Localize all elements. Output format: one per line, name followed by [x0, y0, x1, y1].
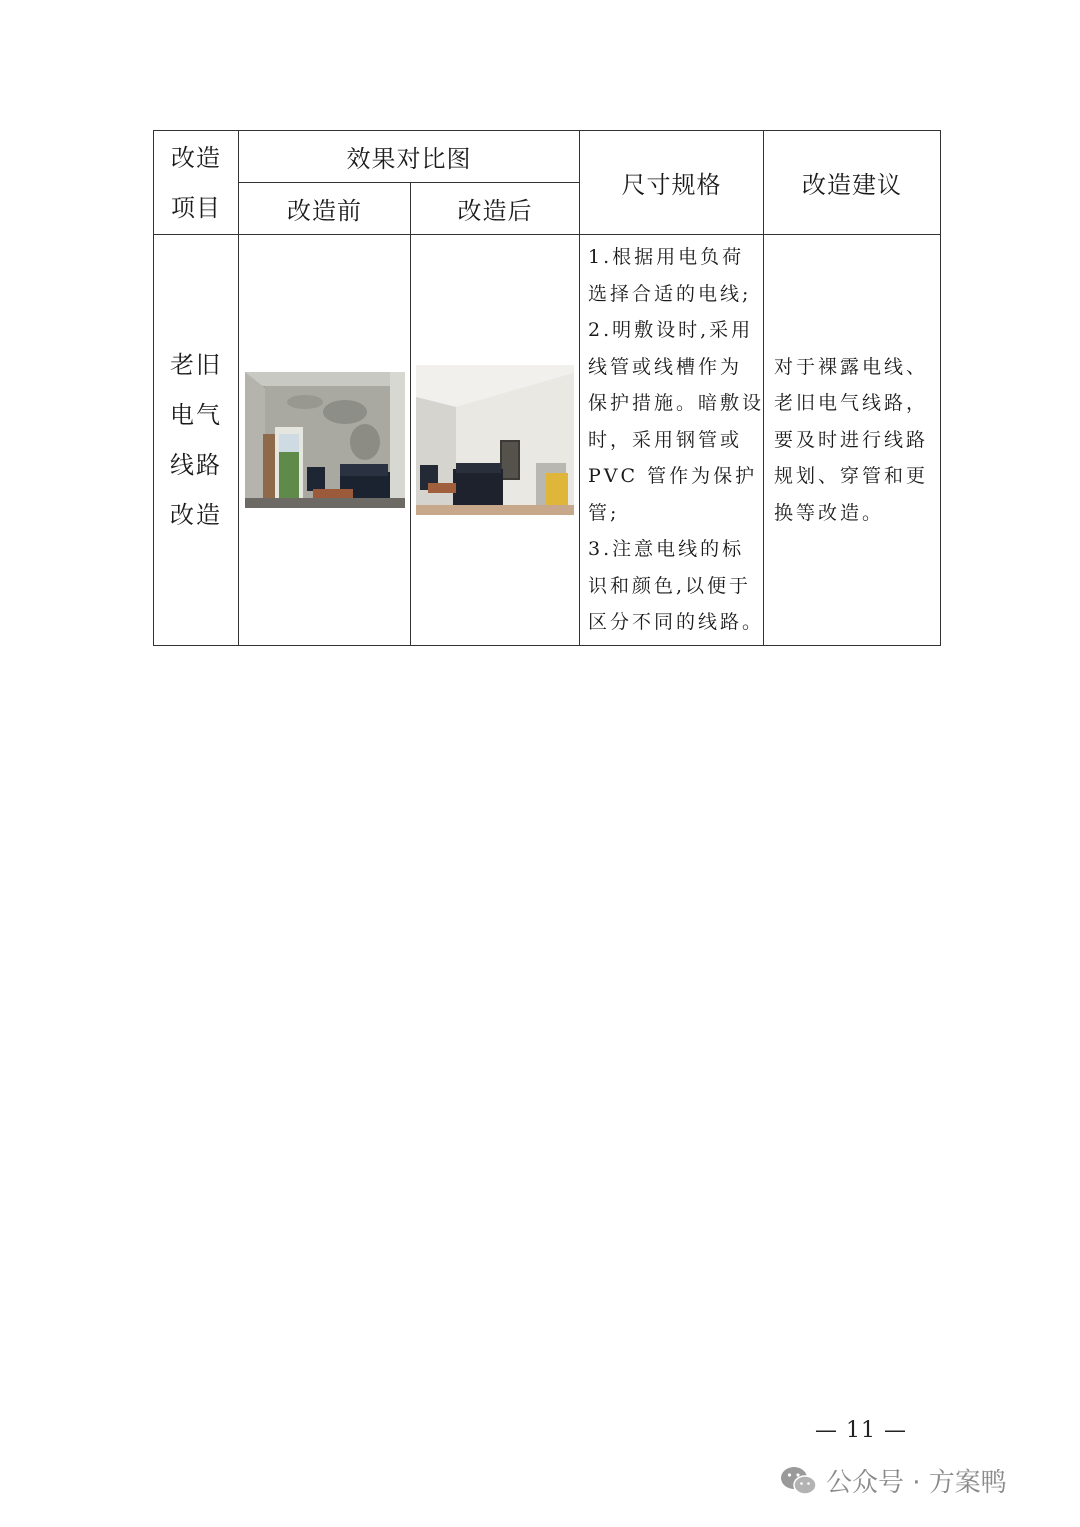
after-photo	[416, 365, 574, 515]
page-number: — 11 —	[815, 1418, 907, 1443]
item-line: 老旧	[170, 350, 222, 379]
advice-line: 要及时进行线路	[774, 428, 929, 451]
spec-line: 2.明敷设时,采用	[588, 319, 754, 341]
spec-line: 识和颜色,以便于	[588, 574, 752, 597]
spec-line: 时，采用钢管或	[588, 428, 743, 451]
header-spec: 尺寸规格	[580, 131, 764, 235]
spec-line: 选择合适的电线;	[588, 282, 752, 305]
spec-line: 区分不同的线路。	[588, 611, 765, 633]
renovation-table	[153, 130, 941, 646]
header-before: 改造前	[239, 183, 411, 235]
advice-line: 规划、穿管和更	[774, 465, 929, 487]
before-photo-cell	[239, 235, 411, 646]
advice-cell	[764, 235, 941, 646]
header-advice: 改造建议	[764, 131, 941, 235]
spec-line: 1.根据用电负荷	[588, 246, 745, 268]
spec-cell	[580, 235, 764, 646]
spec-line: 3.注意电线的标	[588, 538, 745, 560]
row-item-name	[154, 235, 239, 646]
before-photo	[245, 372, 405, 508]
header-renovation-item	[154, 131, 239, 235]
spec-line: PVC 管作为保护	[588, 465, 758, 487]
advice-line: 对于裸露电线、	[774, 355, 929, 378]
item-line: 线路	[170, 450, 222, 479]
header-item-line-2: 项目	[171, 193, 221, 222]
header-item-line-1: 改造	[171, 143, 221, 172]
watermark-text: 公众号 · 方案鸭	[826, 1468, 1007, 1498]
item-line: 改造	[170, 500, 222, 529]
watermark	[780, 1462, 1007, 1499]
header-comparison: 效果对比图	[239, 131, 580, 183]
renovation-table-container	[153, 130, 940, 634]
after-photo-cell	[411, 235, 580, 646]
spec-line: 管;	[588, 501, 620, 524]
wechat-icon	[780, 1465, 818, 1497]
header-after: 改造后	[411, 183, 580, 235]
item-line: 电气	[170, 400, 222, 429]
spec-line: 线管或线槽作为	[588, 355, 743, 378]
spec-line: 保护措施。暗敷设	[588, 392, 765, 414]
advice-line: 换等改造。	[774, 501, 885, 524]
advice-line: 老旧电气线路，	[774, 392, 929, 414]
